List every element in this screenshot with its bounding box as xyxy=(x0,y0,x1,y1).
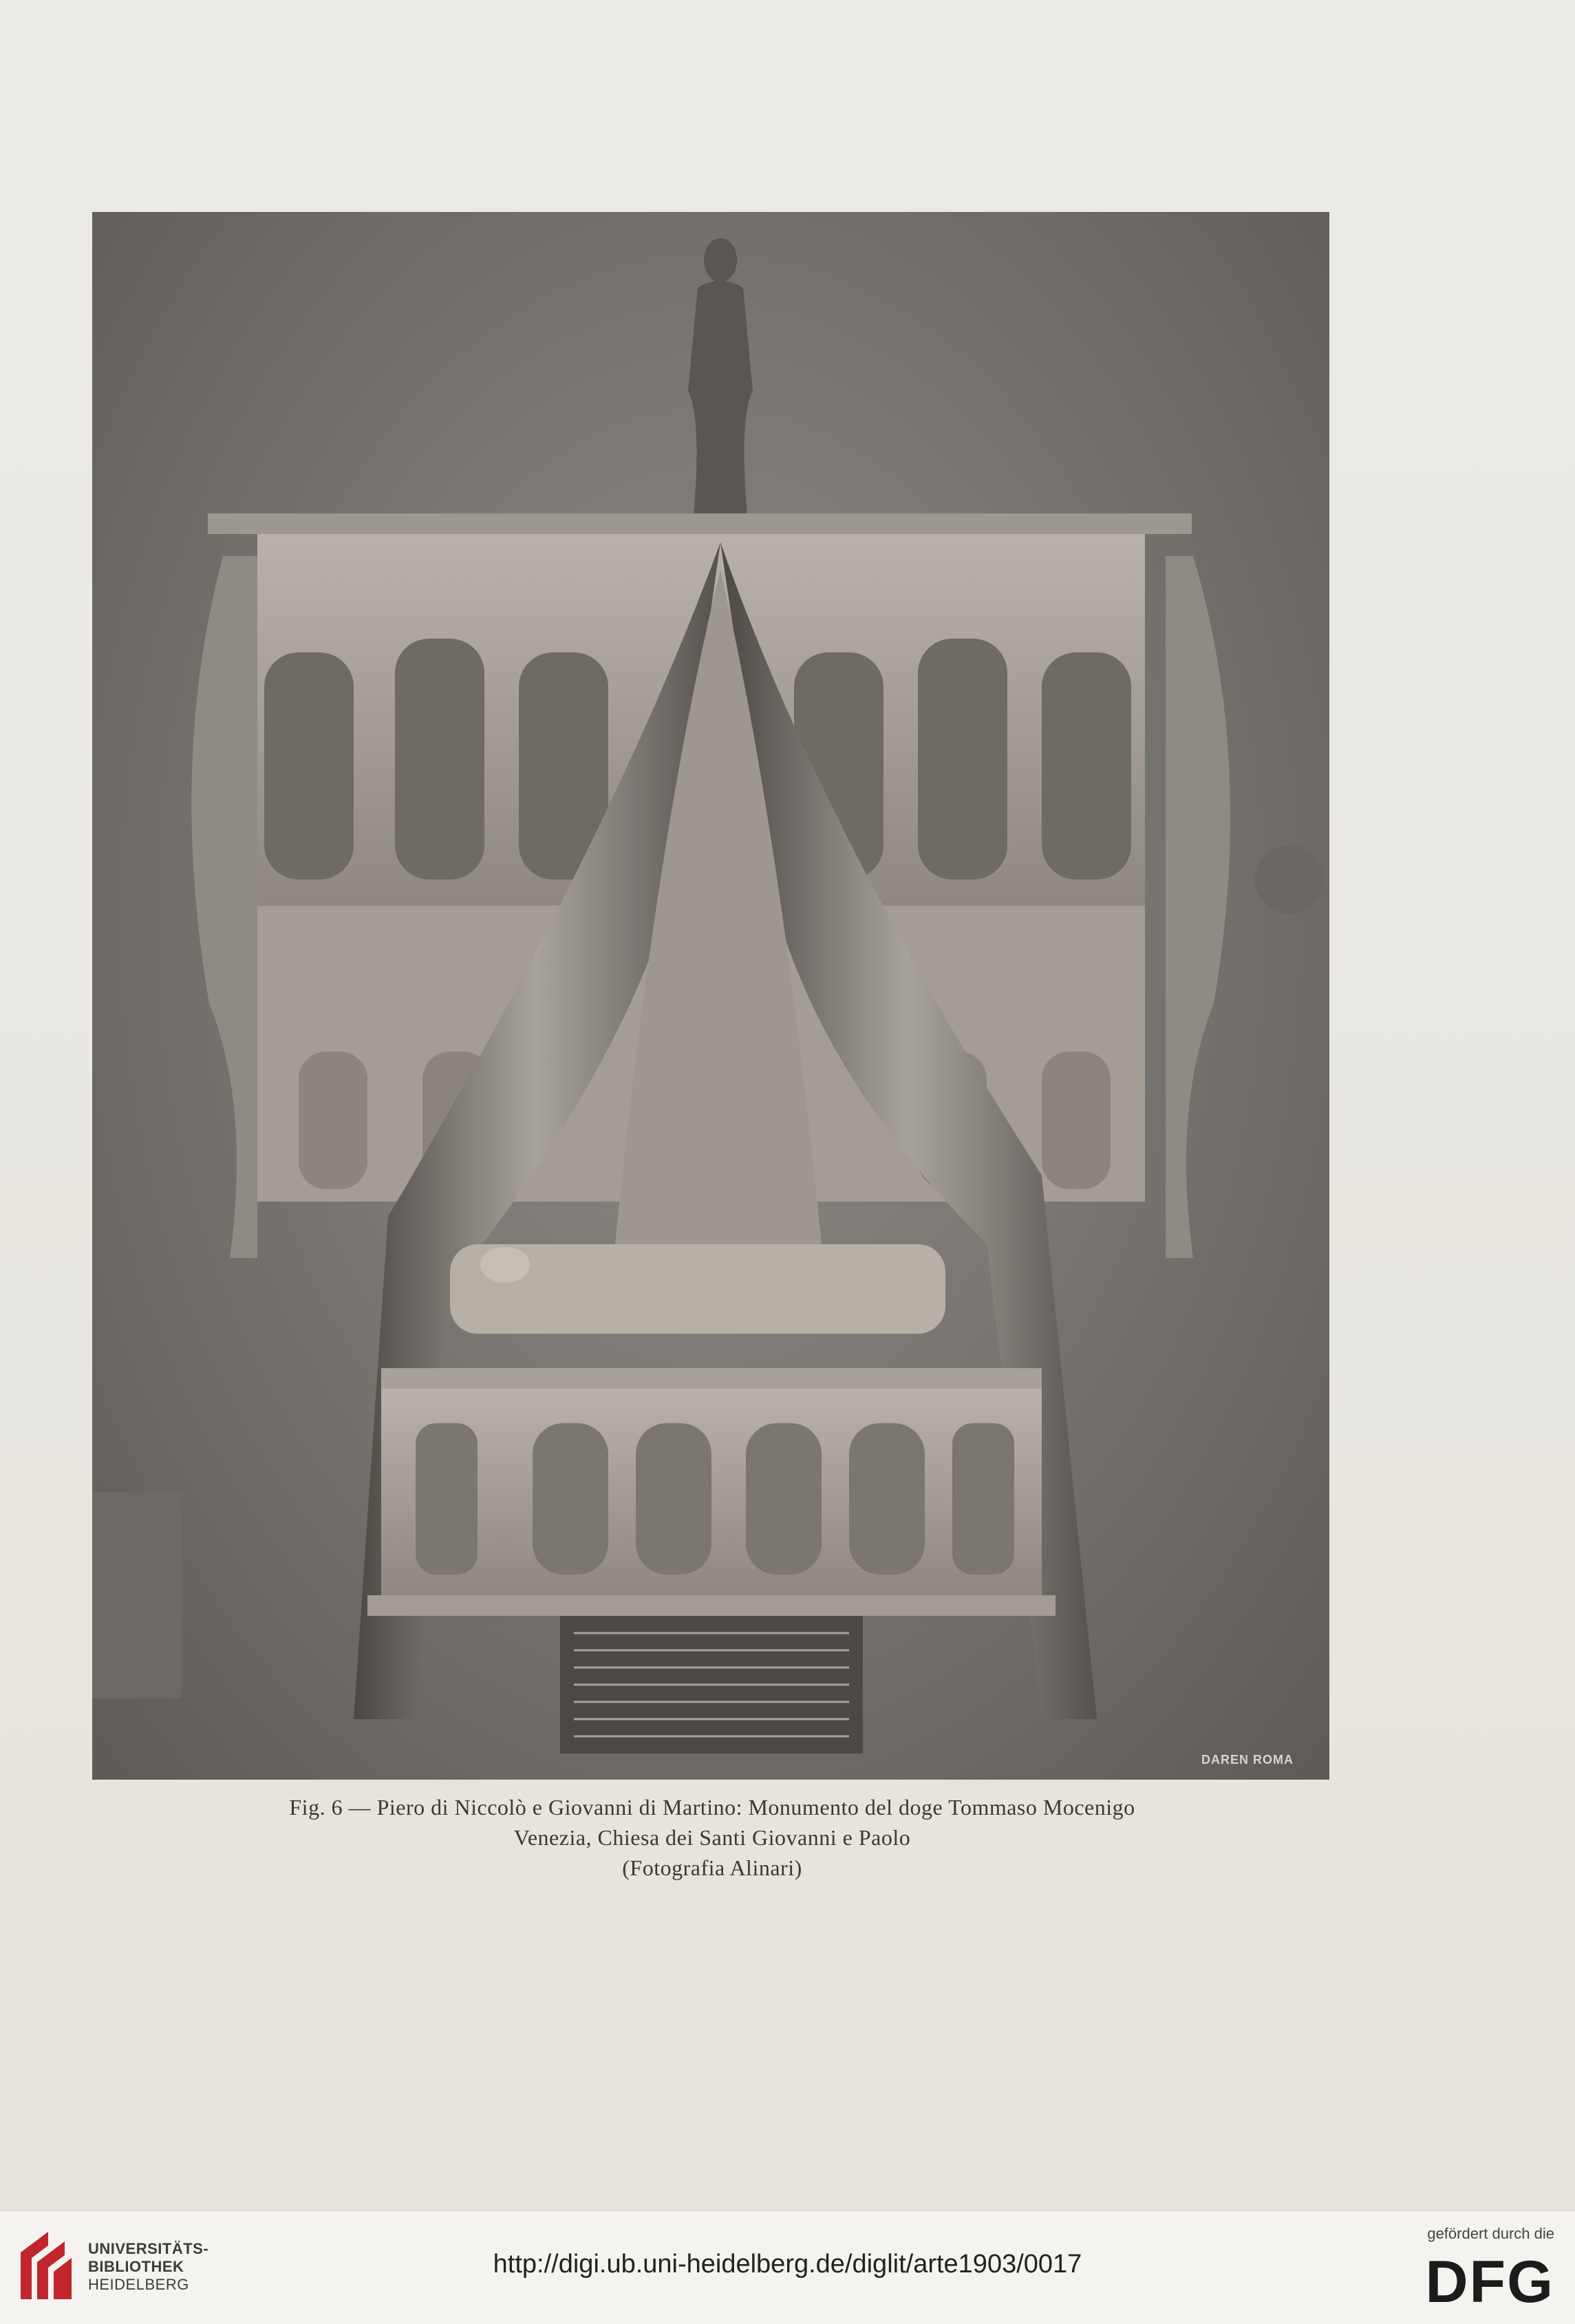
photo-stamp: DAREN ROMA xyxy=(1201,1753,1294,1767)
bleed-through-header xyxy=(592,157,977,184)
funding-note: gefördert durch die xyxy=(1427,2225,1554,2242)
figure-caption xyxy=(0,1792,1424,1883)
caption-line-1: Fig. 6 — Piero di Niccolò e Giovanni di Martino: Monumento del doge Tommaso Mocenigo xyxy=(289,1795,1135,1820)
wall-medallion xyxy=(1255,845,1324,914)
caption-line-2: Venezia, Chiesa dei Santi Giovanni e Paolo xyxy=(513,1825,911,1850)
viewer-footer xyxy=(0,2210,1575,2324)
monument-photograph xyxy=(92,212,1329,1780)
wall-tablet xyxy=(92,1492,182,1698)
cornice xyxy=(208,513,1192,534)
caption-line-3: (Fotografia Alinari) xyxy=(622,1855,802,1880)
library-line-1: UNIVERSITÄTS- xyxy=(88,2240,209,2257)
library-line-2: BIBLIOTHEK xyxy=(88,2258,184,2275)
dfg-logo[interactable]: DFG xyxy=(1425,2249,1554,2315)
inscription-panel xyxy=(560,1616,863,1753)
permalink-url[interactable]: http://digi.ub.uni-heidelberg.de/diglit/arte1903/0017 xyxy=(493,2250,1082,2279)
effigy-bier xyxy=(450,1244,945,1334)
top-statue xyxy=(688,238,753,515)
library-line-3: HEIDELBERG xyxy=(88,2276,189,2293)
sarcophagus xyxy=(367,1368,1056,1616)
monument-illustration xyxy=(92,212,1329,1780)
